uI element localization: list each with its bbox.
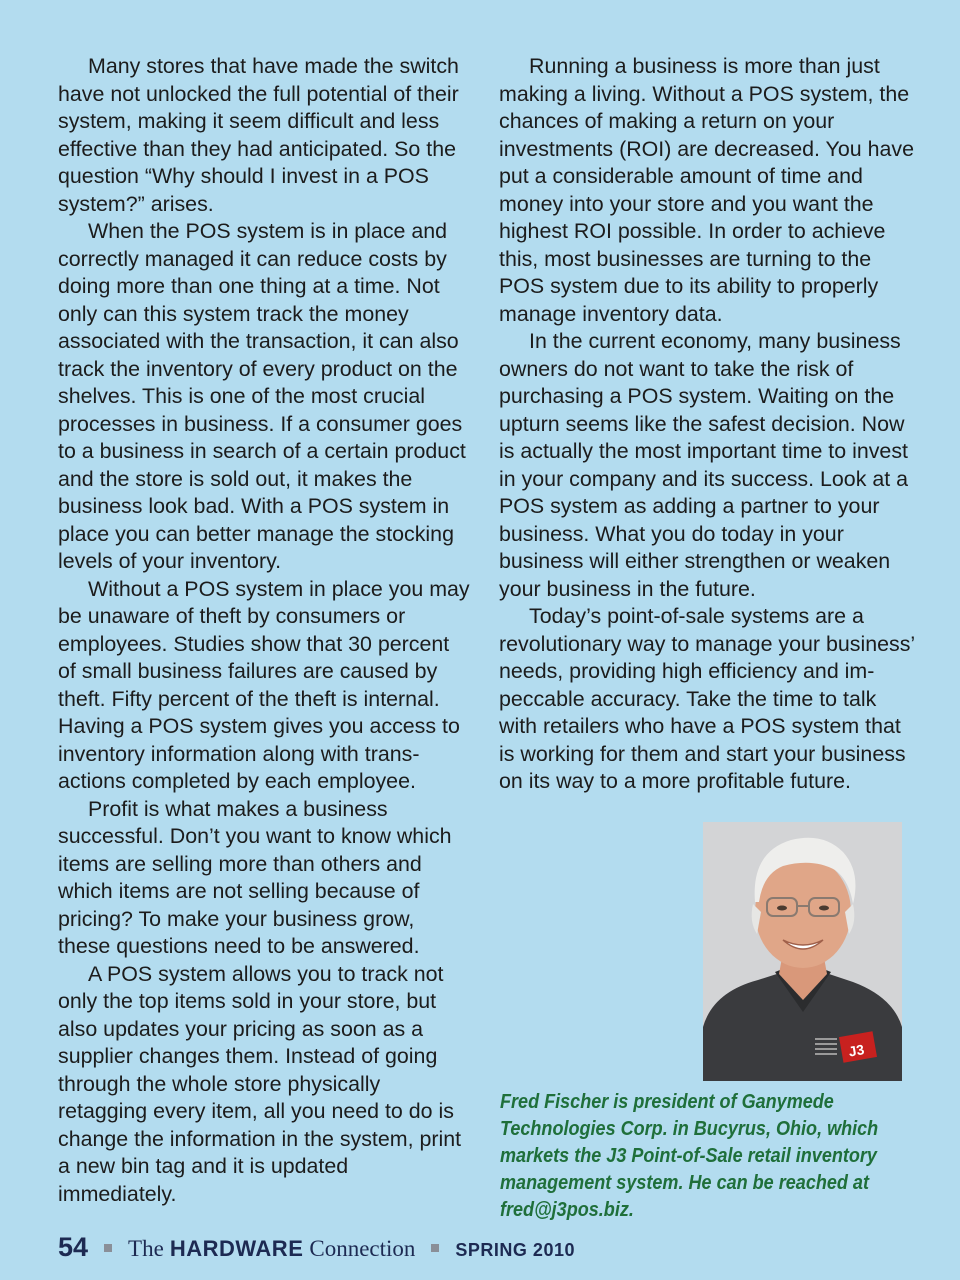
paragraph: Without a POS system in place you may be unaware of theft by consumers or employees. Studies show that 30 percent of small business failures are caused by theft. Fifty percent of the theft is internal. Having a POS system gives you access to inventory information along with transactions completed by each employee. — [58, 576, 470, 793]
paragraph: Running a business is more than just making a living. Without a POS system, the chances of making a return on your investments (ROI) are decreased. You have put a considerable amount of time and money into your store and you want the highest ROI possible. In order to achieve this, most businesses are turning to the POS system due to its ability to properly manage inventory data. — [499, 54, 914, 326]
magazine-title-hardware: HARDWARE — [169, 1236, 304, 1261]
caption-line: management system. He can be reached at — [500, 1171, 869, 1194]
issue-date: SPRING 2010 — [455, 1240, 575, 1260]
paragraph: Profit is what makes a business successful. Don’t you want to know which items are selling more than others and which items are not selling because of pricing? To make your business grow, these questions need to be answered. — [58, 796, 452, 958]
page-footer — [58, 1232, 575, 1272]
left-column — [58, 53, 470, 1208]
page-number: 54 — [58, 1232, 89, 1262]
caption-line: markets the J3 Point-of-Sale retail inventory — [500, 1144, 877, 1167]
author-photo — [703, 822, 902, 1081]
author-portrait-image — [703, 822, 902, 1081]
paragraph: A POS system allows you to track not only the top items sold in your store, but also updates your pricing as soon as a supplier changes them. Instead of going through the whole store physically retagging every item, all you need to do is change the information in the system, print a new bin tag and it is updated immediately. — [58, 961, 462, 1206]
caption-line: Technologies Corp. in Bucyrus, Ohio, which — [500, 1117, 879, 1140]
author-caption — [500, 1088, 921, 1223]
shirt-logo-text: J3 — [847, 1041, 866, 1060]
caption-line: fred@j3pos.biz. — [500, 1198, 634, 1221]
magazine-title-connection: Connection — [309, 1236, 416, 1261]
separator-square-icon — [104, 1244, 112, 1252]
paragraph: In the current economy, many business owners do not want to take the risk of purchasing a POS system. Waiting on the upturn seems like the safest decision. Now is actually the most important time to invest in your company and its success. Look at a POS system as adding a partner to your business. What you do today in your business will either strengthen or weaken your business in the future. — [499, 329, 909, 601]
right-column — [499, 53, 919, 796]
paragraph: Many stores that have made the switch have not unlocked the full potential of their system, making it seem difficult and less effective than they had anticipated. So the question “Why should I invest in a POS system?” arises. — [58, 54, 459, 216]
caption-line: Fred Fischer is president of Ganymede — [500, 1090, 834, 1113]
paragraph: Today’s point-of-sale systems are a revolutionary way to manage your business’ needs, providing high efficiency and impeccable accuracy. Take the time to talk with retailers who have a POS system that is working for them and start your business on its way to a more profitable future. — [499, 604, 915, 793]
magazine-title-the: The — [128, 1236, 164, 1261]
paragraph: When the POS system is in place and correctly managed it can reduce costs by doing more than one thing at a time. Not only can this system track the money associated with the transaction, it can also track the inventory of every product on the shelves. This is one of the most crucial processes in business. If a consumer goes to a business in search of a certain product and the store is sold out, it makes the business look bad. With a POS system in place you can better manage the stocking levels of your inventory. — [58, 219, 466, 573]
separator-square-icon — [431, 1244, 439, 1252]
